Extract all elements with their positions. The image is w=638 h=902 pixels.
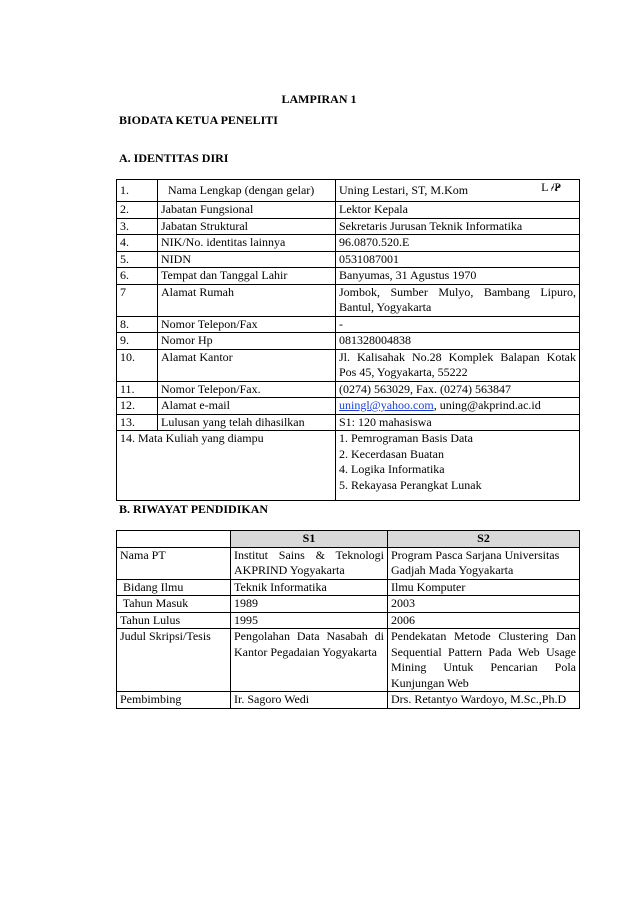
row-number: 6. [117,268,158,285]
row-label: Nomor Telepon/Fax. [158,381,336,398]
courses-label: 14. Mata Kuliah yang diampu [117,431,336,501]
education-table [116,530,580,709]
row-number: 10. [117,349,158,381]
row-label: Jabatan Fungsional [158,202,336,219]
row-label: Judul Skripsi/Tesis [117,629,231,692]
s1-cell: 1995 [231,612,388,629]
row-label: Alamat e-mail [158,398,336,415]
biodata-heading: BIODATA KETUA PENELITI [119,113,278,127]
row-value: - [336,316,580,333]
row-label: Alamat Rumah [158,284,336,316]
table-row [117,333,580,350]
row-label: Bidang Ilmu [117,579,231,596]
row-number: 12. [117,398,158,415]
s2-cell: Pendekatan Metode Clustering Dan Sequential Pattern Pada Web Usage Mining Untuk Pencarian Pola Kunjungan Web [388,629,580,692]
row-value: Sekretaris Jurusan Teknik Informatika [336,218,580,235]
row-value: 96.0870.520.E [336,235,580,252]
table-row [117,349,580,381]
email-rest: , uning@akprind.ac.id [433,398,541,412]
table-row [117,431,580,501]
s2-cell: Program Pasca Sarjana Universitas Gadjah Mada Yogyakarta [388,547,580,579]
list-item: 2. Kecerdasan Buatan [339,446,444,461]
row-value: 0531087001 [336,251,580,268]
s2-cell: 2006 [388,612,580,629]
row-label: Pembimbing [117,692,231,709]
table-row [117,381,580,398]
table-header-row [117,531,580,548]
row-number: 5. [117,251,158,268]
table-row [117,316,580,333]
row-label: NIDN [158,251,336,268]
row-value: 081328004838 [336,333,580,350]
table-row [117,202,580,219]
row-label: Jabatan Struktural [158,218,336,235]
s1-cell: Ir. Sagoro Wedi [231,692,388,709]
email-link[interactable]: uningl@yahoo.com [339,398,434,412]
s1-cell: 1989 [231,596,388,613]
row-label: NIK/No. identitas lainnya [158,235,336,252]
table-row [117,596,580,613]
row-number: 8. [117,316,158,333]
row-label: Tahun Masuk [117,596,231,613]
section-a-heading: A. IDENTITAS DIRI [119,151,229,165]
s2-cell: Ilmu Komputer [388,579,580,596]
row-number: 2. [117,202,158,219]
row-label: Nama Lengkap (dengan gelar) [158,180,336,202]
header-s1: S1 [231,531,388,548]
s1-cell: Pengolahan Data Nasabah di Kantor Pegadaian Yogyakarta [231,629,388,692]
courses-list [336,431,580,501]
row-value [336,180,580,202]
row-label: Alamat Kantor [158,349,336,381]
list-item: 4. Logika Informatika [339,462,445,476]
s2-cell: 2003 [388,596,580,613]
gender-marker: L /P [541,180,561,194]
s1-cell: Teknik Informatika [231,579,388,596]
row-number: 11. [117,381,158,398]
table-row [117,284,580,316]
row-label: Lulusan yang telah dihasilkan [158,414,336,431]
table-row [117,692,580,709]
full-name: Uning Lestari, ST, M.Kom [339,183,469,197]
row-number: 4. [117,235,158,252]
row-value: (0274) 563029, Fax. (0274) 563847 [336,381,580,398]
row-label: Tempat dan Tanggal Lahir [158,268,336,285]
row-label: Nama PT [117,547,231,579]
row-number: 7 [117,284,158,316]
row-value [336,398,580,415]
row-label: Nomor Telepon/Fax [158,316,336,333]
table-row [117,547,580,579]
row-number: 13. [117,414,158,431]
row-value: Jombok, Sumber Mulyo, Bambang Lipuro, Bantul, Yogyakarta [336,284,580,316]
table-row [117,251,580,268]
s2-cell: Drs. Retantyo Wardoyo, M.Sc.,Ph.D [388,692,580,709]
page-title: LAMPIRAN 1 [281,92,357,106]
row-value: Lektor Kepala [336,202,580,219]
list-item: 5. Rekayasa Perangkat Lunak [339,477,482,492]
row-label: Nomor Hp [158,333,336,350]
row-value: S1: 120 mahasiswa [336,414,580,431]
table-row [117,268,580,285]
table-row [117,612,580,629]
table-row [117,579,580,596]
row-number: 1. [117,180,158,202]
section-b-heading: B. RIWAYAT PENDIDIKAN [119,502,269,516]
table-row [117,398,580,415]
header-s2: S2 [388,531,580,548]
header-blank [117,531,231,548]
table-row [117,235,580,252]
row-value: Jl. Kalisahak No.28 Komplek Balapan Kotak Pos 45, Yogyakarta, 55222 [336,349,580,381]
list-item: 1. Pemrograman Basis Data [339,431,473,445]
row-number: 9. [117,333,158,350]
row-value: Banyumas, 31 Agustus 1970 [336,268,580,285]
row-number: 3. [117,218,158,235]
s1-cell: Institut Sains & Teknologi AKPRIND Yogyakarta [231,547,388,579]
identity-table [116,179,580,501]
table-row [117,218,580,235]
table-row [117,629,580,692]
table-row [117,414,580,431]
table-row [117,180,580,202]
row-label: Tahun Lulus [117,612,231,629]
